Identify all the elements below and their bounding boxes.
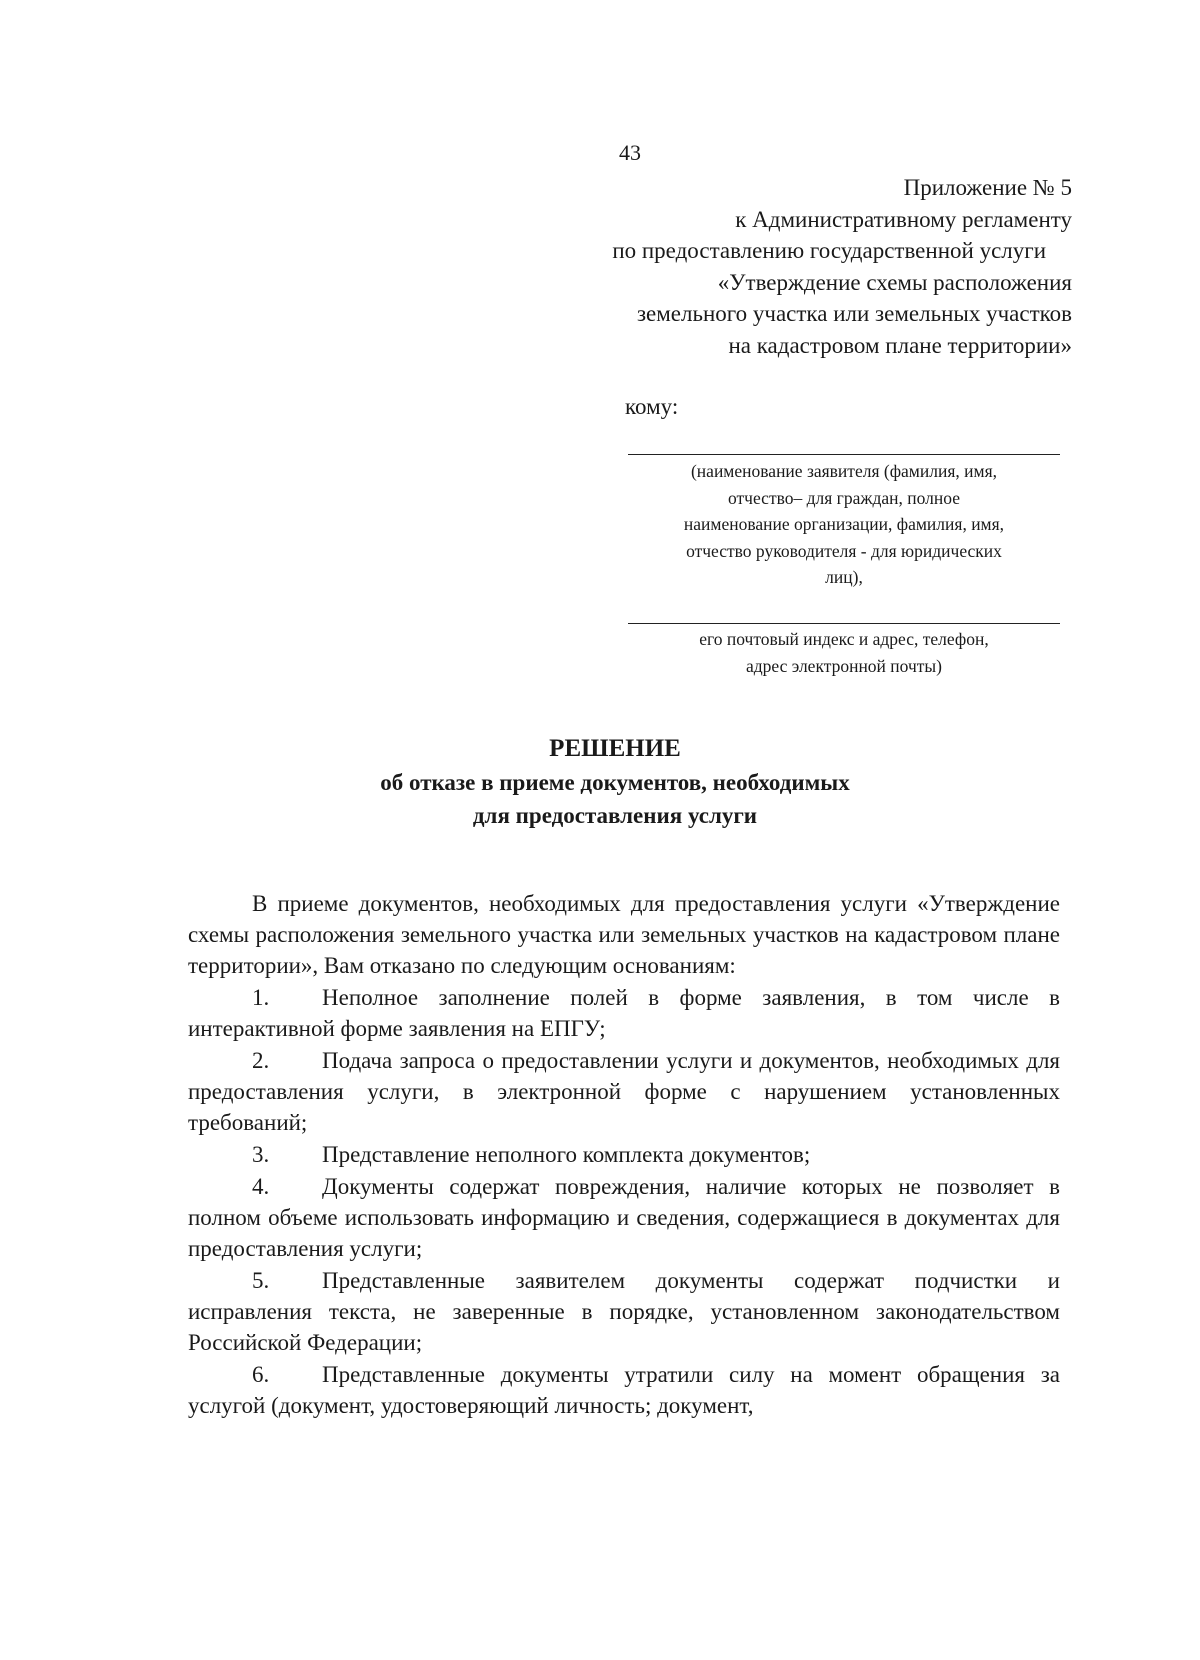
note-line: отчество руководителя - для юридических bbox=[686, 540, 1002, 561]
recipient-name-note bbox=[628, 458, 1060, 591]
decision-title: РЕШЕНИЕ bbox=[549, 735, 681, 762]
decision-subtitle-line: для предоставления услуги bbox=[472, 803, 758, 828]
recipient-label: кому: bbox=[625, 394, 679, 419]
reason-text: Представленные заявителем документы содержат подчистки и исправления текста, не заверенные в порядке, установленном законодательством Российской Федерации; bbox=[188, 1268, 1060, 1355]
appendix-line: «Утверждение схемы расположения bbox=[717, 269, 1072, 295]
reason-item bbox=[188, 1265, 1060, 1358]
reason-number: 4. bbox=[252, 1174, 270, 1199]
appendix-line: на кадастровом плане территории» bbox=[728, 332, 1072, 358]
reason-text: Неполное заполнение полей в форме заявления, в том числе в интерактивной форме заявления на ЕПГУ; bbox=[188, 985, 1060, 1041]
reason-number: 5. bbox=[252, 1268, 270, 1293]
reason-number: 3. bbox=[252, 1142, 270, 1167]
document-body bbox=[188, 888, 1060, 1421]
note-line: отчество– для граждан, полное bbox=[728, 487, 960, 508]
note-line: (наименование заявителя (фамилия, имя, bbox=[690, 461, 998, 481]
decision-subtitle-line: об отказе в приеме документов, необходимых bbox=[380, 770, 850, 795]
note-line: адрес электронной почты) bbox=[745, 655, 942, 676]
reason-text: Документы содержат повреждения, наличие которых не позволяет в полном объеме использовать информацию и сведения, содержащиеся в документах для предоставления услуги; bbox=[188, 1174, 1060, 1261]
reason-number: 2. bbox=[252, 1048, 270, 1073]
recipient-address-note bbox=[628, 626, 1060, 679]
reason-text: Представление неполного комплекта документов; bbox=[322, 1142, 811, 1167]
reason-item bbox=[188, 1139, 1060, 1170]
reason-item bbox=[188, 1045, 1060, 1138]
decision-heading bbox=[0, 732, 1200, 832]
recipient-address-line bbox=[628, 623, 1060, 624]
note-line: лиц), bbox=[825, 567, 863, 587]
reason-number: 6. bbox=[252, 1362, 270, 1387]
reason-item bbox=[188, 1171, 1060, 1264]
reason-item bbox=[188, 1359, 1060, 1421]
reason-text: Подача запроса о предоставлении услуги и документов, необходимых для предоставления услуги, в электронной форме с нарушением установленных требований; bbox=[188, 1048, 1060, 1135]
appendix-title: Приложение № 5 bbox=[903, 175, 1072, 200]
reason-number: 1. bbox=[252, 985, 270, 1010]
note-line: его почтовый индекс и адрес, телефон, bbox=[699, 629, 989, 649]
recipient-name-line bbox=[628, 454, 1060, 455]
appendix-header bbox=[452, 172, 1072, 361]
appendix-line: к Административному регламенту bbox=[735, 206, 1072, 232]
note-line: наименование организации, фамилия, имя, bbox=[683, 514, 1005, 534]
page-number: 43 bbox=[619, 140, 641, 165]
reason-text: Представленные документы утратили силу на момент обращения за услугой (документ, удостоверяющий личность; документ, bbox=[188, 1362, 1060, 1418]
appendix-line: земельного участка или земельных участков bbox=[636, 301, 1072, 326]
appendix-line: по предоставлению государственной услуги bbox=[612, 238, 1046, 263]
reason-item bbox=[188, 982, 1060, 1044]
intro-paragraph: В приеме документов, необходимых для предоставления услуги «Утверждение схемы расположения земельного участка или земельных участков на кадастровом плане территории», Вам отказано по следующим основаниям: bbox=[188, 891, 1060, 978]
